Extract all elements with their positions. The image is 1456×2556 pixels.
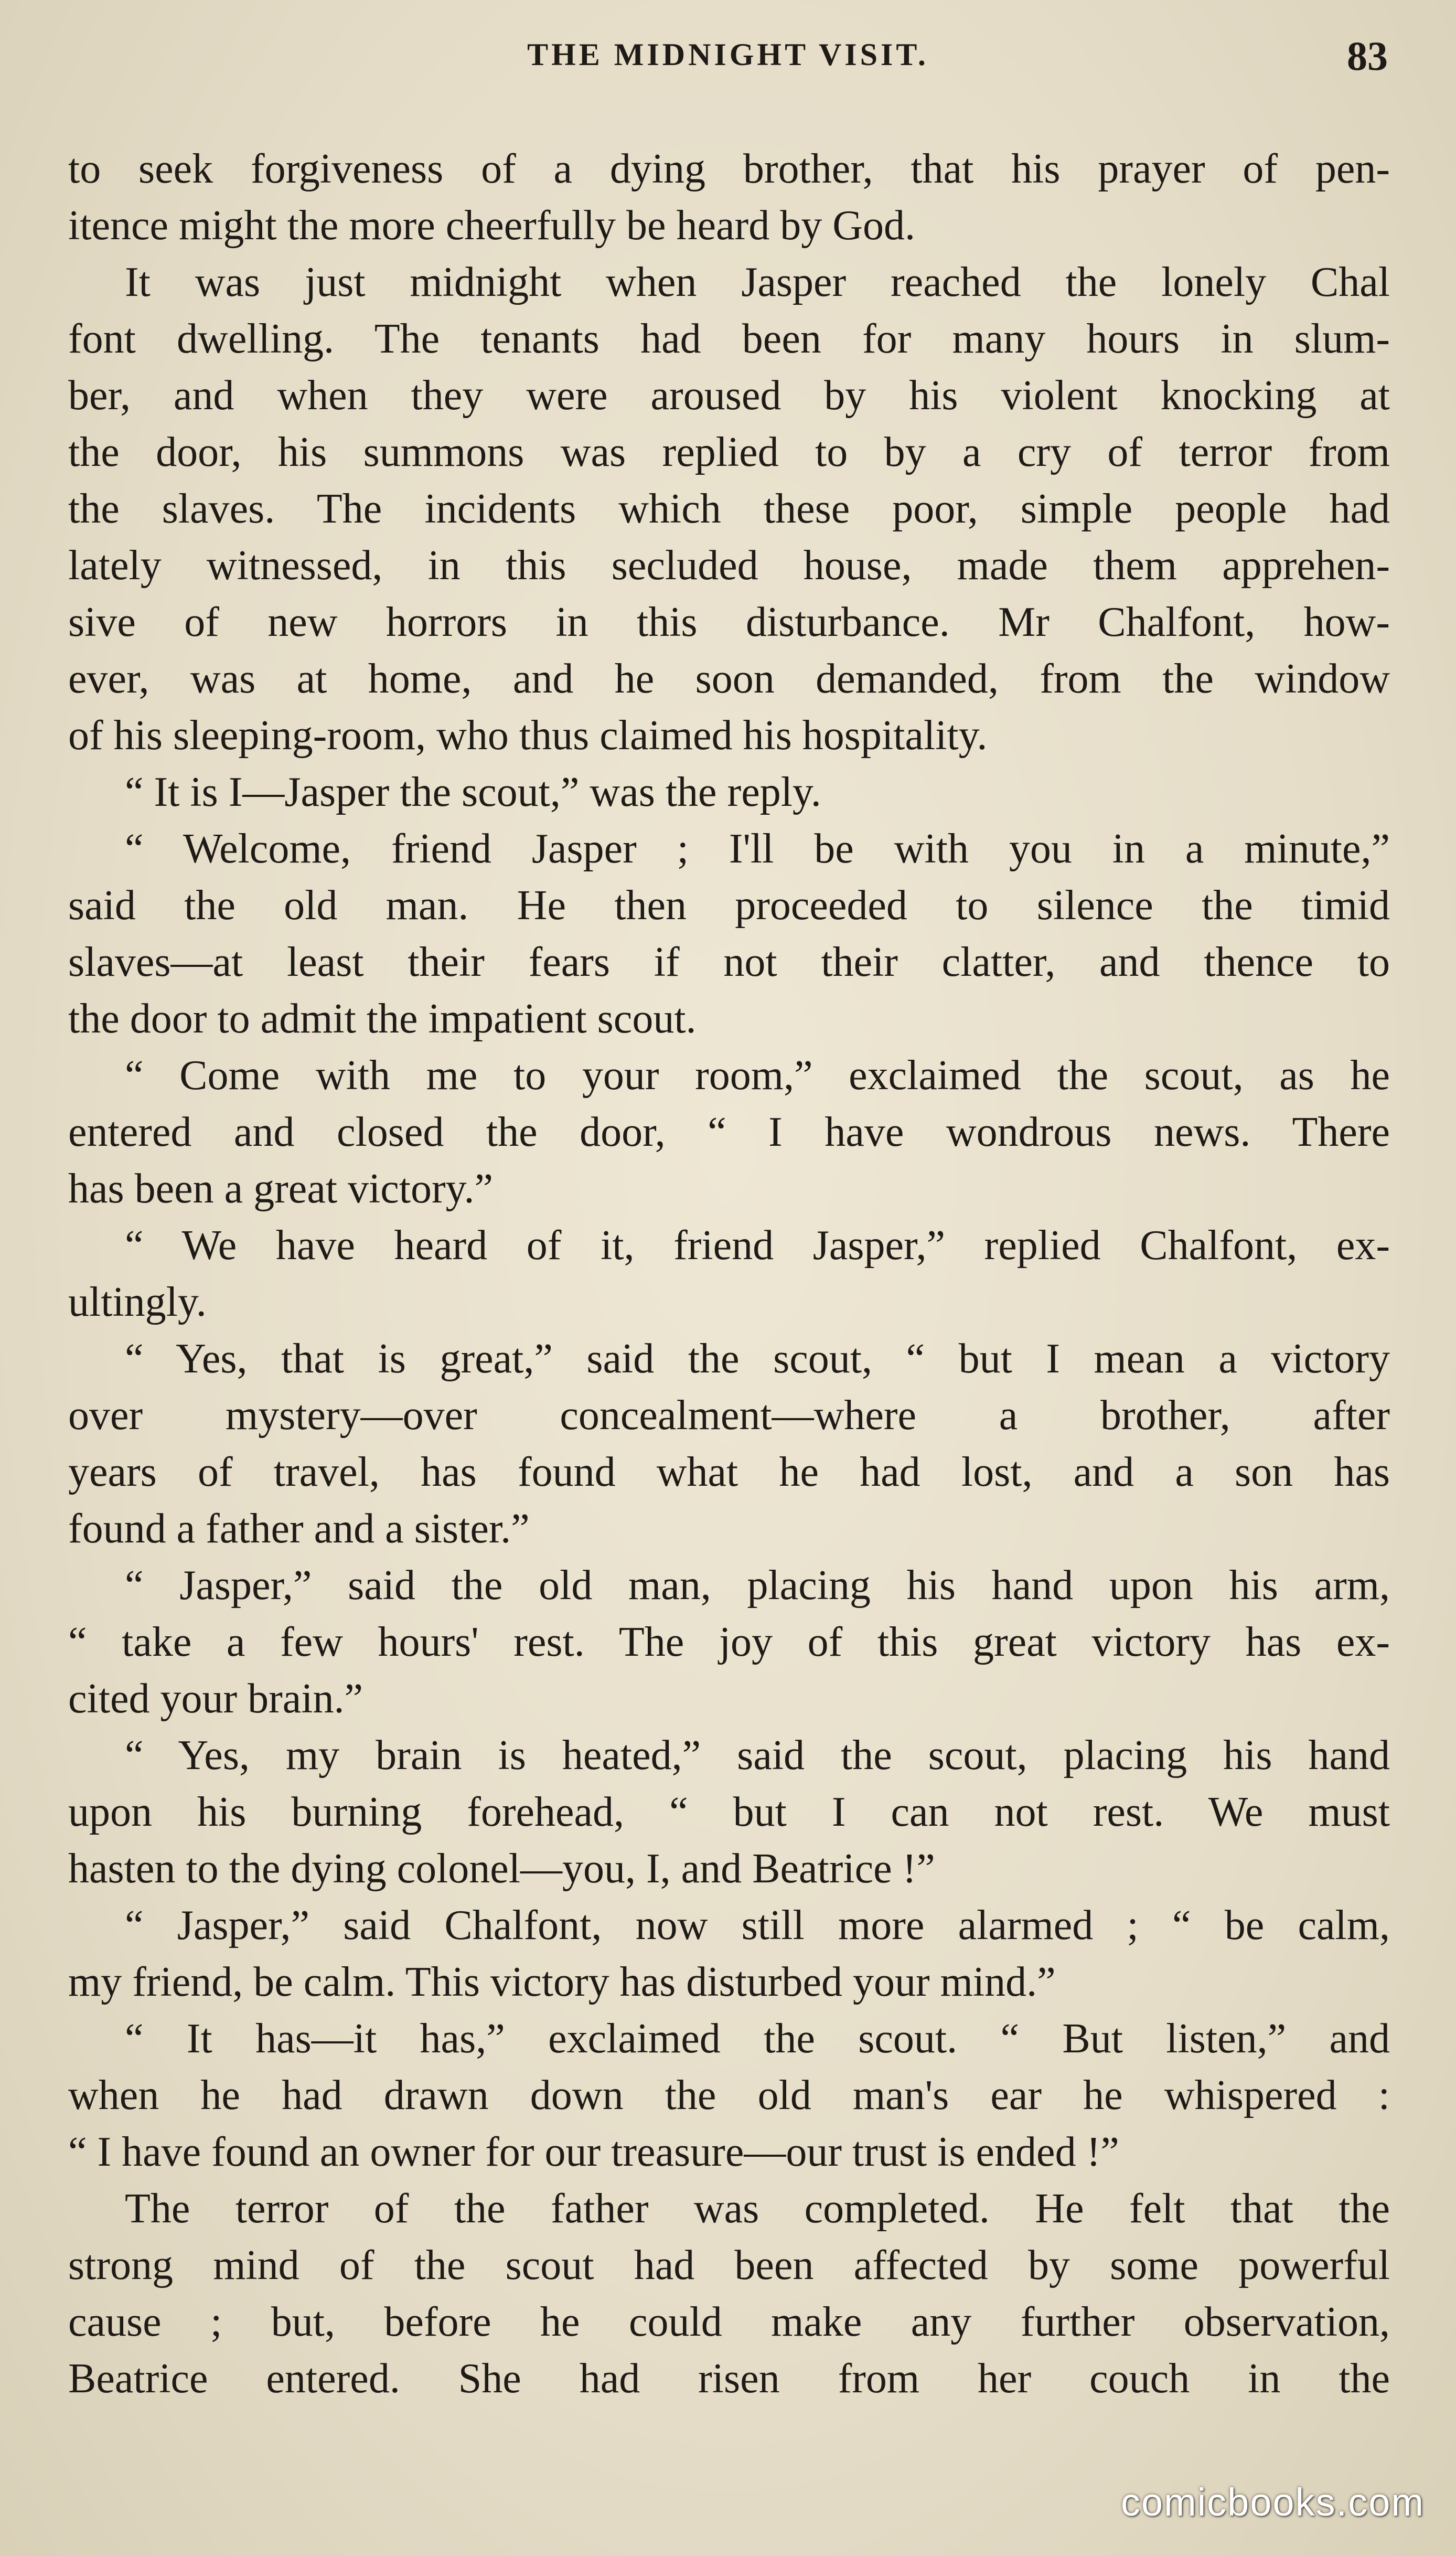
body-text [68,141,1390,2407]
text-line: “ Welcome, friend Jasper ; I'll be with you in a minute,” [125,826,1390,872]
text-line: The terror of the father was completed. He felt that the [125,2186,1390,2232]
text-line: when he had drawn down the old man's ear he whispered : [68,2072,1390,2118]
running-title: THE MIDNIGHT VISIT. [527,37,929,72]
text-line: “ Jasper,” said Chalfont, now still more alarmed ; “ be calm, [125,1902,1390,1948]
text-line: cited your brain.” [68,1676,363,1722]
watermark: comicbooks.com [1120,2480,1425,2524]
text-line: hasten to the dying colonel—you, I, and Beatrice !” [68,1846,935,1892]
text-line: Beatrice entered. She had risen from her couch in the [68,2356,1390,2402]
text-line: cause ; but, before he could make any further observation, [68,2299,1390,2345]
text-line: “ I have found an owner for our treasure—our trust is ended !” [68,2129,1119,2175]
text-line: found a father and a sister.” [68,1506,530,1552]
text-line: upon his burning forehead, “ but I can not rest. We must [68,1789,1390,1835]
text-line: sive of new horrors in this disturbance. Mr Chalfont, how- [68,599,1390,645]
text-line: my friend, be calm. This victory has disturbed your mind.” [68,1959,1056,2005]
text-line: lately witnessed, in this secluded house, made them apprehen- [68,542,1390,589]
text-line: font dwelling. The tenants had been for many hours in slum- [68,316,1390,362]
text-line: of his sleeping-room, who thus claimed his hospitality. [68,712,988,759]
text-line: said the old man. He then proceeded to silence the timid [68,882,1390,929]
text-line: itence might the more cheerfully be heard by God. [68,203,915,249]
text-line: the door, his summons was replied to by a cry of terror from [68,429,1390,475]
text-line: the slaves. The incidents which these poor, simple people had [68,486,1390,532]
text-line: strong mind of the scout had been affected by some powerful [68,2242,1390,2288]
text-line: ultingly. [68,1279,207,1325]
text-line: entered and closed the door, “ I have wondrous news. There [68,1109,1390,1155]
text-line: It was just midnight when Jasper reached the lonely Chal [125,259,1390,305]
text-line: ber, and when they were aroused by his violent knocking at [68,372,1390,419]
text-line: “ We have heard of it, friend Jasper,” replied Chalfont, ex- [125,1222,1390,1269]
page-number: 83 [1347,33,1388,79]
text-line: “ Jasper,” said the old man, placing his hand upon his arm, [125,1562,1390,1609]
page-header [68,33,1388,84]
text-line: has been a great victory.” [68,1166,493,1212]
text-line: “ take a few hours' rest. The joy of this great victory has ex- [68,1619,1390,1665]
text-line: over mystery—over concealment—where a brother, after [68,1392,1390,1439]
text-line: “ Yes, my brain is heated,” said the scout, placing his hand [125,1732,1390,1778]
text-line: “ It has—it has,” exclaimed the scout. “ But listen,” and [125,2016,1390,2062]
text-line: ever, was at home, and he soon demanded, from the window [68,656,1390,702]
text-line: “ It is I—Jasper the scout,” was the reply. [125,769,821,815]
text-line: years of travel, has found what he had lost, and a son has [68,1449,1390,1495]
text-line: the door to admit the impatient scout. [68,996,697,1042]
text-line: “ Come with me to your room,” exclaimed the scout, as he [125,1052,1390,1099]
text-line: to seek forgiveness of a dying brother, that his prayer of pen- [68,146,1390,192]
text-line: “ Yes, that is great,” said the scout, “ but I mean a victory [125,1336,1390,1382]
text-line: slaves—at least their fears if not their clatter, and thence to [68,939,1390,985]
